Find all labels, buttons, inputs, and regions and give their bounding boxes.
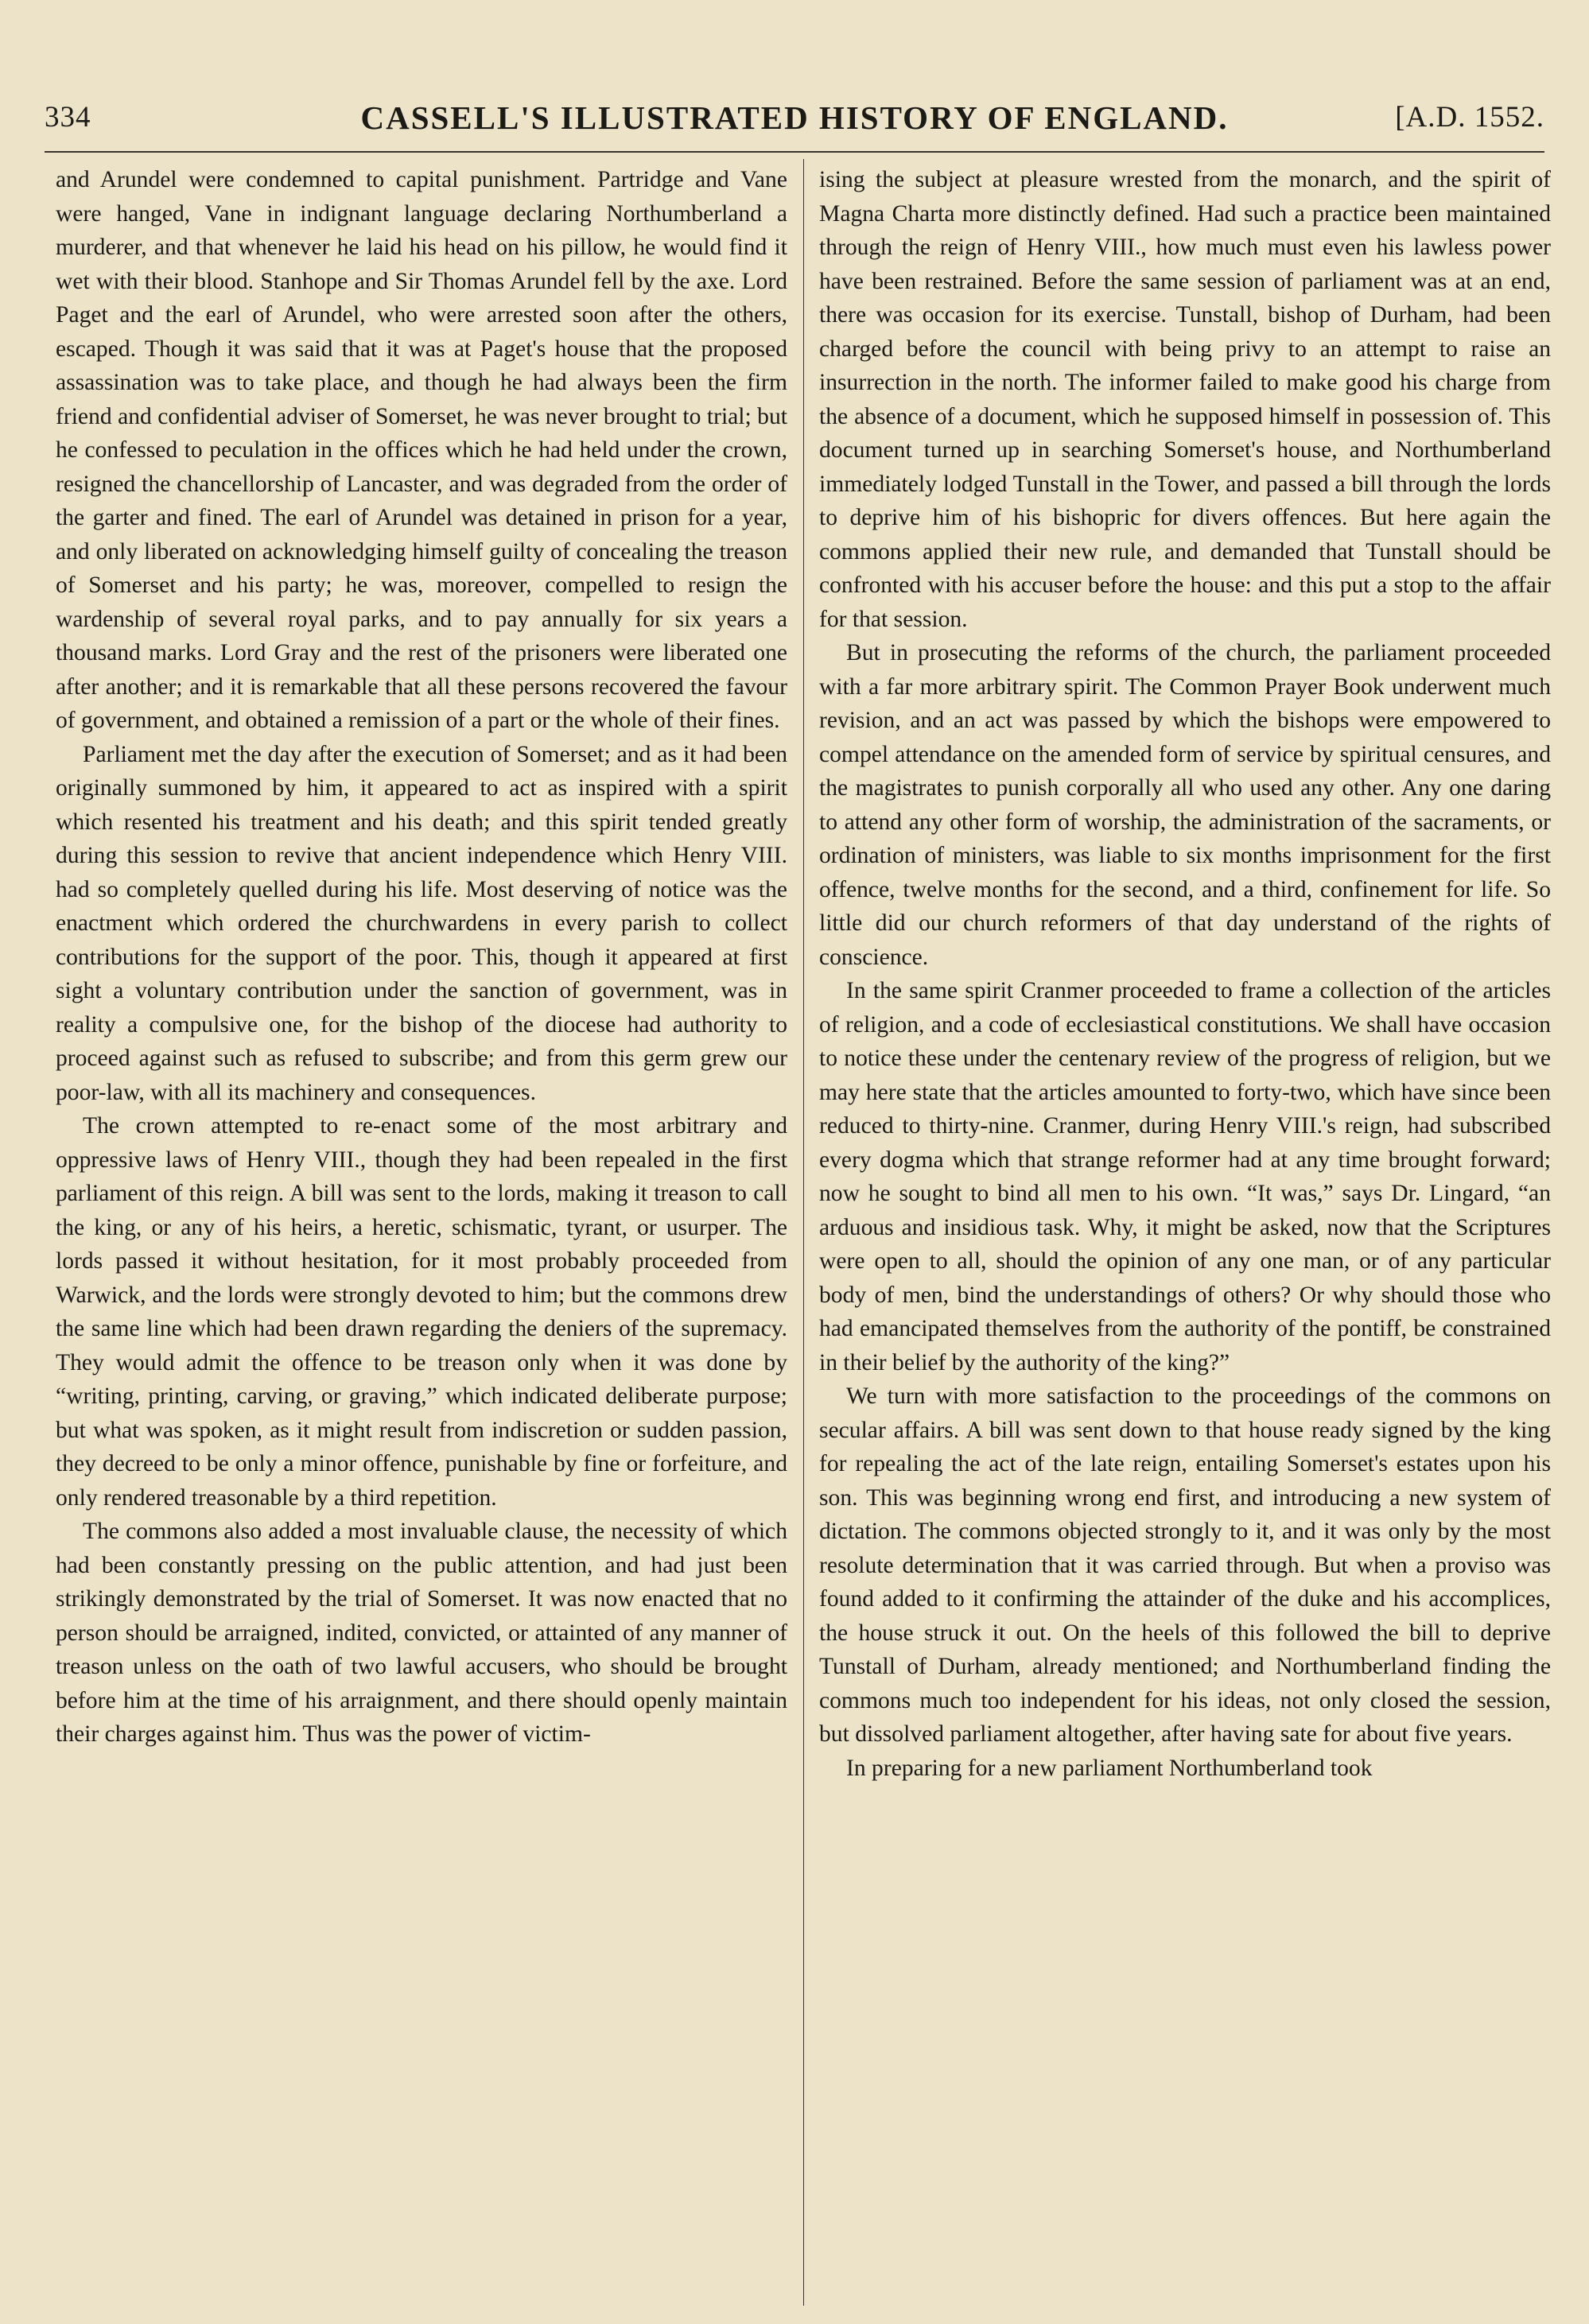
header-rule bbox=[45, 151, 1544, 153]
column-divider bbox=[803, 159, 804, 2306]
paragraph: In preparing for a new parliament Northumberland took bbox=[846, 1755, 1373, 1781]
paragraph: The crown attempted to re-enact some of the most arbitrary and oppressive laws of Henry VIII., though they had been repealed in the first parliament of this reign. A bill was sent to the lords, making it treason to call the king, or any of his heirs, a heretic, schismatic, tyrant, or usurper. The lords passed it without hesitation, for it most probably proceeded from Warwick, and the lords were strongly devoted to him; but the commons drew the same line which had been drawn regarding the deniers of the supremacy. They would admit the offence to be treason only when it was done by “writing, printing, carving, or graving,” which indicated deliberate purpose; but what was spoken, as it might result from indiscretion or sudden passion, they decreed to be only a minor offence, punishable by fine or forfeiture, and only rendered treasonable by a third repetition. bbox=[56, 1113, 787, 1511]
paragraph: In the same spirit Cranmer proceeded to frame a collection of the articles of religion, and a code of ecclesiastical constitutions. We shall have occasion to notice these under the centenary review of the progress of religion, but we may here state that the articles amounted to forty-two, which have since been reduced to thirty-nine. Cranmer, during Henry VIII.'s reign, had subscribed every dogma which that strange reformer had at any time brought forward; now he sought to bind all men to his own. “It was,” says Dr. Lingard, “an arduous and insidious task. Why, it might be asked, now that the Scriptures were open to all, should the opinion of any one man, or of any particular body of men, bind the understandings of others? Or why should those who had emancipated themselves from the authority of the pontiff, be constrained in their belief by the authority of the king?” bbox=[819, 978, 1551, 1375]
right-column bbox=[819, 163, 1551, 2310]
page-number: 334 bbox=[45, 101, 91, 134]
running-title: CASSELL'S ILLUSTRATED HISTORY OF ENGLAND. bbox=[360, 99, 1229, 136]
date-marker: [A.D. 1552. bbox=[1395, 101, 1544, 134]
paragraph: ising the subject at pleasure wrested from the monarch, and the spirit of Magna Charta more distinctly defined. Had such a practice been maintained through the reign of Henry VIII., how much must even his lawless power have been restrained. Before the same session of parliament was at an end, there was occasion for its exercise. Tunstall, bishop of Durham, had been charged before the council with being privy to an attempt to raise an insurrection in the north. The informer failed to make good his charge from the absence of a document, which he supposed himself in possession of. This document turned up in searching Somerset's house, and Northumberland immediately lodged Tunstall in the Tower, and passed a bill through the lords to deprive him of his bishopric for divers offences. But here again the commons applied their new rule, and demanded that Tunstall should be confronted with his accuser before the house: and this put a stop to the affair for that session. bbox=[819, 167, 1551, 632]
paragraph: and Arundel were condemned to capital punishment. Partridge and Vane were hanged, Vane in indignant language declaring Northumberland a murderer, and that whenever he laid his head on his pillow, he would find it wet with their blood. Stanhope and Sir Thomas Arundel fell by the axe. Lord Paget and the earl of Arundel, who were arrested soon after the others, escaped. Though it was said that it was at Paget's house that the proposed assassination was to take place, and though he had always been the firm friend and confidential adviser of Somerset, he was never brought to trial; but he confessed to peculation in the offices which he had held under the crown, resigned the chancellorship of Lancaster, and was degraded from the order of the garter and fined. The earl of Arundel was detained in prison for a year, and only liberated on acknowledging himself guilty of concealing the treason of Somerset and his party; he was, moreover, compelled to resign the wardenship of several royal parks, and to pay annually for six years a thousand marks. Lord Gray and the rest of the prisoners were liberated one after another; and it is remarkable that all these persons recovered the favour of government, and obtained a remission of a part or the whole of their fines. bbox=[56, 167, 787, 733]
left-column bbox=[56, 163, 787, 2310]
page-header bbox=[45, 94, 1544, 134]
paragraph: The commons also added a most invaluable clause, the necessity of which had been constantly pressing on the public attention, and had just been strikingly demonstrated by the trial of Somerset. It was now enacted that no person should be arraigned, indited, convicted, or attainted of any manner of treason unless on the oath of two lawful accusers, who should be brought before him at the time of his arraignment, and there should openly maintain their charges against him. Thus was the power of victim- bbox=[56, 1519, 787, 1747]
paragraph: We turn with more satisfaction to the proceedings of the commons on secular affairs. A bill was sent down to that house ready signed by the king for repealing the act of the late reign, entailing Somerset's estates upon his son. This was beginning wrong end first, and introducing a new system of dictation. The commons objected strongly to it, and it was only by the most resolute determination that it was carried through. But when a proviso was found added to it confirming the attainder of the duke and his accomplices, the house struck it out. On the heels of this followed the bill to deprive Tunstall of Durham, already mentioned; and Northumberland finding the commons much too independent for his ideas, not only closed the session, but dissolved parliament altogether, after having sate for about five years. bbox=[819, 1383, 1551, 1747]
paragraph: Parliament met the day after the execution of Somerset; and as it had been originally summoned by him, it appeared to act as inspired with a spirit which resented his treatment and his death; and this spirit tended greatly during this session to revive that ancient independence which Henry VIII. had so completely quelled during his life. Most deserving of notice was the enactment which ordered the churchwardens in every parish to collect contributions for the support of the poor. This, though it appeared at first sight a voluntary contribution under the sanction of government, was in reality a compulsive one, for the bishop of the diocese had authority to proceed against such as refused to subscribe; and from this germ grew our poor-law, with all its machinery and consequences. bbox=[56, 741, 787, 1105]
paragraph: But in prosecuting the reforms of the church, the parliament proceeded with a far more arbitrary spirit. The Common Prayer Book underwent much revision, and an act was passed by which the bishops were empowered to compel attendance on the amended form of service by spiritual censures, and the magistrates to punish corporally all who used any other. Any one daring to attend any other form of worship, the administration of the sacraments, or ordination of ministers, was liable to six months imprisonment for the first offence, twelve months for the second, and a third, confinement for life. So little did our church reformers of that day understand of the rights of conscience. bbox=[819, 640, 1551, 970]
